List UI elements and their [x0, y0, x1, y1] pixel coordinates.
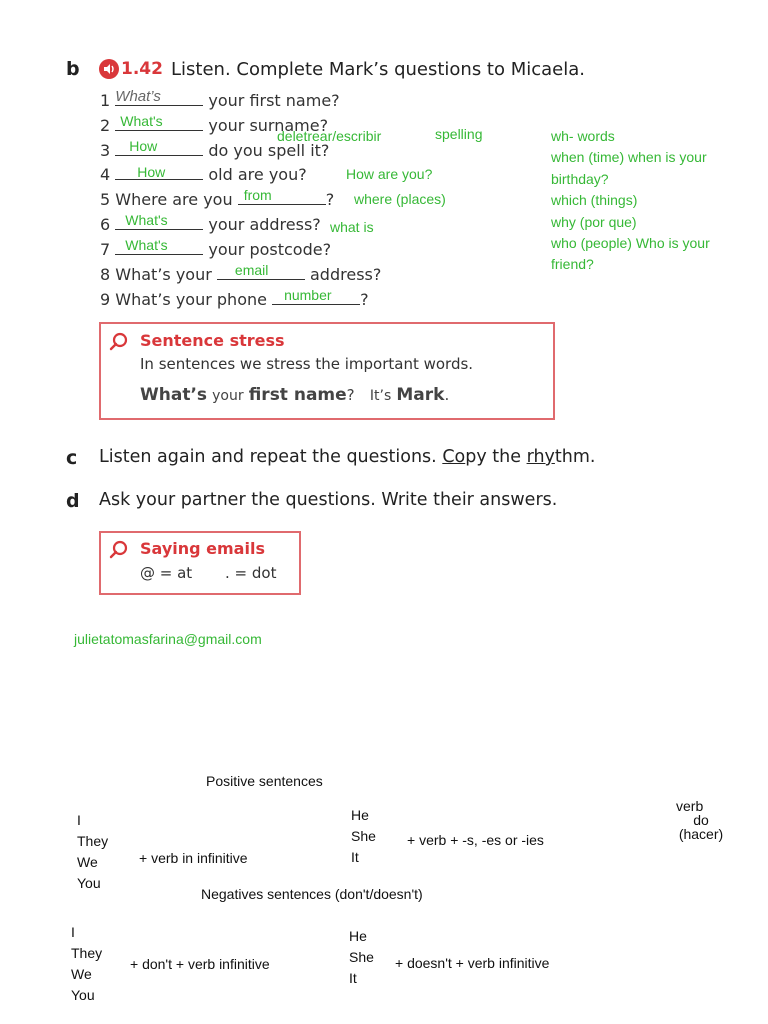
question-7: 7 What's your postcode? — [100, 237, 332, 259]
note-email: julietatomasfarina@gmail.com — [74, 631, 262, 647]
question-6: 6 What's your address? — [100, 212, 321, 234]
negative-rule-b: + doesn't + verb infinitive — [395, 955, 550, 971]
question-4: 4 How old are you? — [100, 164, 307, 184]
negative-rule-a: + don't + verb infinitive — [130, 956, 270, 972]
negative-pronouns-a: I They We You — [71, 924, 103, 1003]
answer-blank[interactable]: What's — [115, 238, 203, 255]
audio-icon[interactable] — [99, 59, 119, 79]
answer-blank[interactable]: What's — [115, 114, 203, 131]
saying-emails-dot: . = dot — [225, 564, 277, 582]
question-2: 2 What's your surname? — [100, 113, 329, 135]
note-how-are-you: How are you? — [346, 166, 433, 182]
note-spelling: spelling — [435, 126, 483, 142]
magnifier-icon — [109, 332, 129, 356]
exercise-b-instruction: Listen. Complete Mark’s questions to Micaela. — [171, 59, 586, 80]
answer-blank[interactable]: email — [217, 263, 305, 280]
positive-pronouns-b: He She It — [351, 807, 376, 865]
negative-pronouns-b: He She It — [349, 928, 374, 986]
exercise-d-text: Ask your partner the questions. Write their answers. — [99, 490, 558, 510]
exercise-c-letter: c — [66, 447, 78, 469]
exercise-b-letter: b — [66, 58, 80, 80]
saying-emails-at: @ = at — [140, 564, 193, 582]
answer-blank[interactable]: How — [115, 139, 203, 156]
sentence-stress-title: Sentence stress — [140, 331, 285, 350]
negative-title: Negatives sentences (don't/doesn't) — [201, 886, 423, 902]
sentence-stress-example: What’s your first name? It’s Mark. — [140, 385, 450, 405]
answer-blank[interactable]: How — [115, 163, 203, 180]
answer-blank[interactable]: from — [238, 188, 326, 205]
answer-blank[interactable]: What's — [115, 213, 203, 230]
question-9: 9 What’s your phone number ? — [100, 287, 369, 309]
positive-pronouns-a: I They We You — [77, 812, 109, 891]
answer-blank[interactable]: number — [272, 288, 360, 305]
question-5: 5 Where are you from ? — [100, 187, 335, 209]
saying-emails-box — [99, 531, 301, 595]
sentence-stress-text: In sentences we stress the important words. — [140, 355, 474, 373]
question-3: 3 How do you spell it? — [100, 138, 330, 160]
magnifier-icon — [109, 540, 129, 564]
positive-rule-b: + verb + -s, -es or -ies — [407, 832, 544, 848]
saying-emails-title: Saying emails — [140, 539, 265, 558]
note-what-is: what is — [330, 219, 374, 235]
verb-do-note: verb do (hacer) — [676, 798, 724, 842]
answer-blank[interactable]: What’s — [115, 89, 203, 106]
exercise-c-text: Listen again and repeat the questions. Copy the rhythm. — [99, 447, 596, 467]
exercise-d-letter: d — [66, 490, 80, 512]
question-1: 1 What’s your first name? — [100, 88, 340, 110]
positive-title: Positive sentences — [206, 773, 323, 789]
note-deletrear: deletrear/escribir — [277, 128, 382, 144]
note-wh-words: wh- words when (time) when is your birthday? which (things) why (por que) who (people) Who is your friend? — [551, 128, 710, 273]
question-number: 1 — [100, 91, 111, 110]
question-8: 8 What’s your email address? — [100, 262, 382, 284]
positive-rule-a: + verb in infinitive — [139, 850, 248, 866]
sentence-stress-box — [99, 322, 555, 420]
note-where: where (places) — [354, 191, 446, 207]
track-number: 1.42 — [121, 59, 163, 79]
